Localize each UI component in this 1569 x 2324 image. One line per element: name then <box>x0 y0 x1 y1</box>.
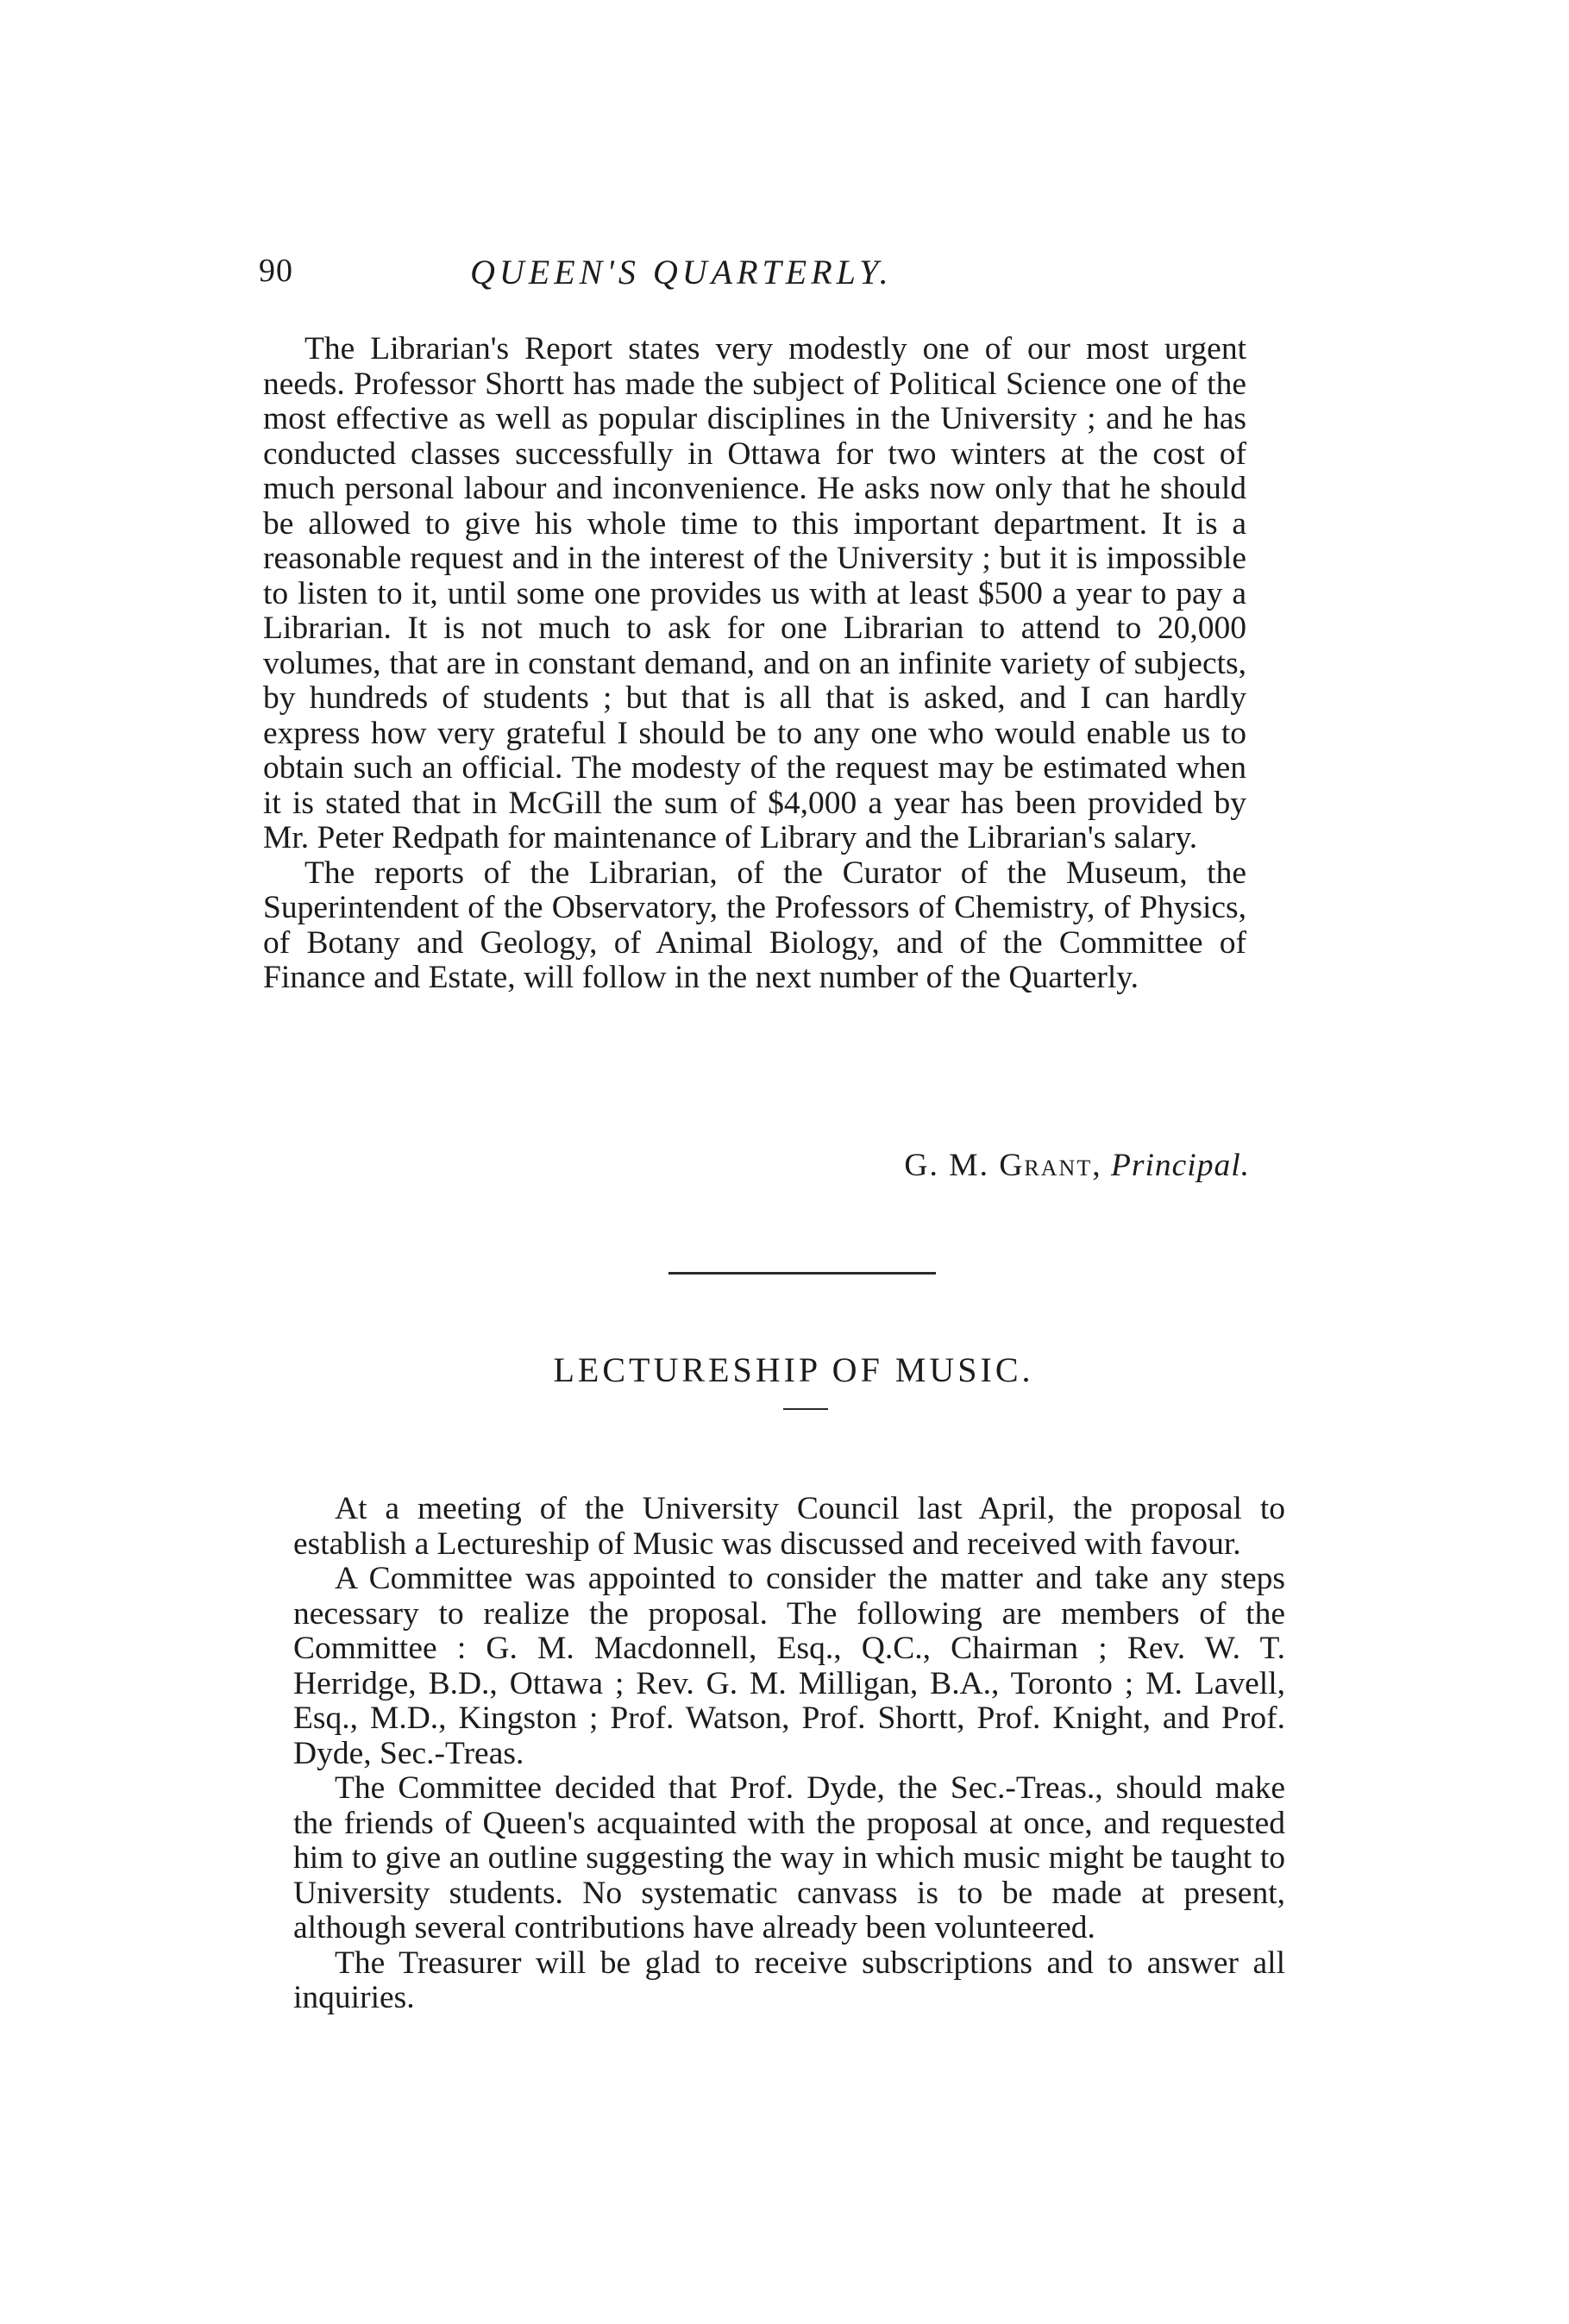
signature-name: G. M. Grant, <box>904 1148 1102 1183</box>
section-paragraph: The Treasurer will be glad to receive subscriptions and to answer all inquiries. <box>293 1945 1285 2015</box>
section-heading: LECTURESHIP OF MUSIC. <box>553 1350 1034 1389</box>
section-paragraph: A Committee was appointed to consider the matter and take any steps necessary to realize the proposal. The following are members of the Committee : G. M. Macdonnell, Esq., Q.C., Chairman ; Rev. W. T. Herridge, B.D., Ottawa ; Rev. G. M. Milligan, B.A., Toronto ; M. Lavell, Esq., M.D., Kingston ; Prof. Watson, Prof. Shortt, Prof. Knight, and Prof. Dyde, Sec.-Treas. <box>293 1561 1285 1771</box>
report-paragraph: The reports of the Librarian, of the Curator of the Museum, the Superintendent of the Observatory, the Professors of Chemistry, of Physics, of Botany and Geology, of Animal Biology, and of the Committee of Finance and Estate, will follow in the next number of the Quarterly. <box>263 855 1246 995</box>
section-paragraph: The Committee decided that Prof. Dyde, the Sec.-Treas., should make the friends of Queen's acquainted with the proposal at once, and requested him to give an outline suggesting the way in which music might be taught to University students. No systematic canvass is to be made at present, although several contributions have already been volunteered. <box>293 1770 1285 1945</box>
page-number: 90 <box>259 253 293 289</box>
page-header <box>259 252 1328 304</box>
signature <box>904 1147 1250 1184</box>
section-divider <box>668 1272 936 1275</box>
lectureship-text <box>293 1492 1285 2016</box>
running-title: QUEEN'S QUARTERLY. <box>470 253 893 291</box>
section-paragraph: At a meeting of the University Council last April, the proposal to establish a Lectureship of Music was discussed and received with favour. <box>293 1491 1285 1562</box>
heading-underline <box>783 1408 828 1410</box>
principal-report-text <box>263 332 1246 996</box>
signature-title: Principal. <box>1110 1148 1250 1183</box>
report-paragraph: The Librarian's Report states very modestly one of our most urgent needs. Professor Shortt has made the subject of Political Science one of the most effective as well as popular disciplines in the University ; and he has conducted classes successfully in Ottawa for two winters at the cost of much personal labour and inconvenience. He asks now only that he should be allowed to give his whole time to this important department. It is a reasonable request and in the interest of the University ; but it is impossible to listen to it, until some one provides us with at least $500 a year to pay a Librarian. It is not much to ask for one Librarian to attend to 20,000 volumes, that are in constant demand, and on an infinite variety of subjects, by hundreds of students ; but that is all that is asked, and I can hardly express how very grateful I should be to any one who would enable us to obtain such an official. The modesty of the request may be estimated when it is stated that in McGill the sum of $4,000 a year has been provided by Mr. Peter Redpath for maintenance of Library and the Librarian's salary. <box>263 331 1246 855</box>
